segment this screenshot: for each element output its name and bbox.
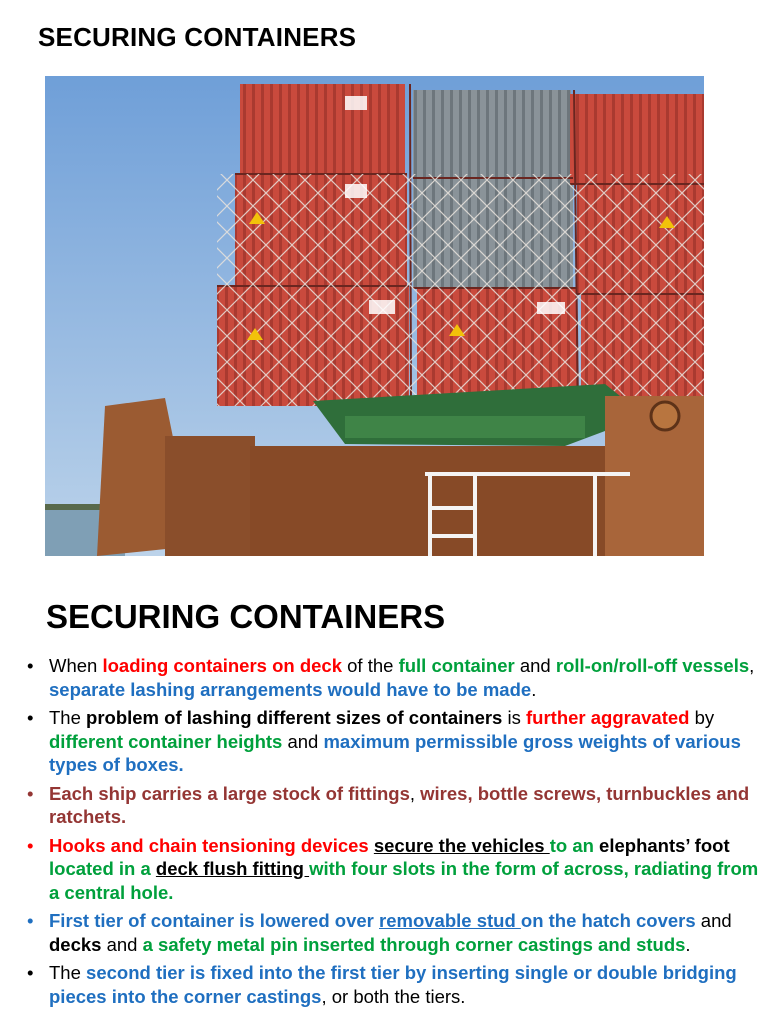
bullet-text-segment: located in a bbox=[49, 858, 156, 879]
bullet-text-segment: First tier of container is lowered over bbox=[49, 910, 380, 931]
bullet-text-segment: separate lashing arrangements would have to be made bbox=[49, 678, 532, 700]
bullet-text-segment: of the bbox=[341, 655, 399, 676]
bullet-text-segment: . bbox=[531, 678, 537, 700]
bullet-text-segment: When bbox=[49, 655, 103, 676]
bullet-text-segment: , bbox=[749, 655, 755, 676]
bullet-text-segment: maximum permissible gross weights of various types of boxes. bbox=[49, 730, 741, 775]
bullet-dot: • bbox=[27, 910, 34, 931]
bullet-text-segment: a safety metal pin inserted through corner castings and studs bbox=[142, 933, 686, 955]
bullet-text-segment: is bbox=[502, 707, 526, 728]
bullet-item bbox=[22, 834, 760, 905]
bullet-text-segment: secure the vehicles bbox=[373, 834, 550, 856]
bullet-list bbox=[22, 654, 760, 1013]
container-ship-photo bbox=[45, 76, 704, 556]
bullet-dot: • bbox=[27, 962, 34, 983]
bullet-text-segment: loading containers on deck bbox=[102, 655, 342, 676]
bullet-item bbox=[22, 961, 760, 1008]
bullet-text-segment: elephants’ foot bbox=[593, 834, 730, 856]
bullet-text-segment: Hooks and chain tensioning devices bbox=[49, 834, 369, 856]
bullet-text-segment: The bbox=[49, 962, 87, 983]
bullet-text-segment: . bbox=[685, 933, 691, 955]
bullet-dot: • bbox=[27, 834, 34, 856]
bullet-item bbox=[22, 782, 760, 829]
bullet-item bbox=[22, 654, 760, 701]
bullet-text-segment: , or both the tiers. bbox=[321, 985, 466, 1007]
page-title: SECURING CONTAINERS bbox=[38, 22, 357, 52]
bullet-text-segment: by bbox=[689, 707, 715, 728]
bullet-text-segment: and bbox=[514, 655, 556, 676]
bullet-text-segment: roll-on/roll-off vessels bbox=[555, 655, 750, 676]
bullet-text-segment: wires, bottle screws, turnbuckles and ratchets. bbox=[49, 782, 750, 827]
bullet-text-segment: and bbox=[101, 933, 143, 955]
bullet-text-segment: with four slots in the form of across, radiating from a central hole. bbox=[49, 858, 759, 903]
bullet-text-segment: The bbox=[49, 707, 87, 728]
bullet-text-segment: different container heights bbox=[49, 730, 283, 752]
bullet-item bbox=[22, 909, 760, 956]
bullet-text-segment: removable stud bbox=[379, 910, 521, 931]
bullet-text-segment: Each ship carries a large stock of fittings bbox=[49, 782, 410, 804]
bullet-text-segment: problem of lashing different sizes of containers bbox=[86, 707, 503, 728]
bullet-text-segment: and bbox=[695, 910, 732, 931]
bullet-text-segment: , bbox=[409, 782, 421, 804]
bullet-text-segment: and bbox=[282, 730, 324, 752]
bullet-item bbox=[22, 706, 760, 777]
bullet-dot: • bbox=[27, 782, 34, 804]
bullet-dot: • bbox=[27, 707, 34, 728]
bullet-text-segment: full container bbox=[398, 655, 515, 676]
bullet-text-segment: deck flush fitting bbox=[155, 858, 310, 879]
slide-heading: SECURING CONTAINERS bbox=[46, 598, 446, 635]
bullet-text-segment: further aggravated bbox=[526, 707, 690, 728]
bullet-dot: • bbox=[27, 655, 34, 676]
bullet-text-segment: to an bbox=[549, 834, 594, 856]
bullet-text-segment: on the hatch covers bbox=[520, 910, 696, 931]
bullet-text-segment: decks bbox=[49, 933, 102, 955]
bullet-text-segment: second tier is fixed into the first tier by inserting single or double bridging pieces into the corner castings bbox=[49, 962, 737, 1007]
